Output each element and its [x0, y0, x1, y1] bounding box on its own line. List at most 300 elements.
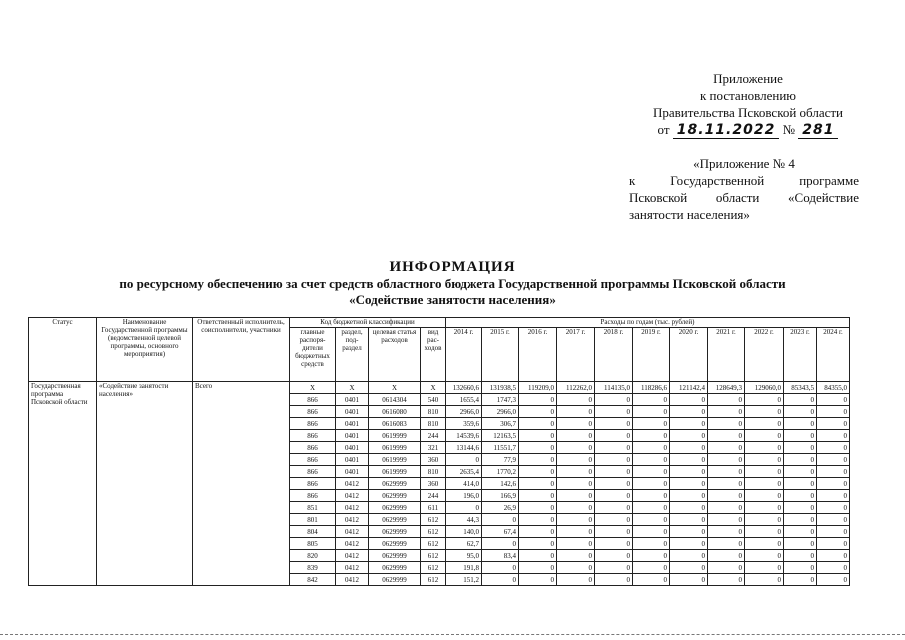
appendix-line-3: Правительства Псковской области — [652, 105, 844, 120]
amount-cell: 0 — [708, 538, 745, 550]
amount-cell: 0 — [817, 574, 850, 586]
amount-cell: 140,0 — [446, 526, 482, 538]
amount-cell: 0 — [745, 562, 784, 574]
amount-cell: 0 — [784, 538, 817, 550]
code-cell: 360 — [421, 454, 446, 466]
amount-cell: 119209,0 — [519, 382, 557, 394]
code-cell: 0401 — [336, 406, 369, 418]
amount-cell: 0 — [745, 430, 784, 442]
code-cell: 540 — [421, 394, 446, 406]
amount-cell: 0 — [745, 550, 784, 562]
amount-cell: 0 — [633, 490, 670, 502]
amount-cell: 118286,6 — [633, 382, 670, 394]
resolution-date: 18.11.2022 — [673, 122, 780, 139]
header-year: 2014 г. — [446, 328, 482, 382]
header-expenses: Расходы по годам (тыс. рублей) — [446, 318, 850, 328]
code-cell: 0619999 — [369, 454, 421, 466]
amount-cell: 0 — [817, 490, 850, 502]
code-cell: 0614304 — [369, 394, 421, 406]
header-year: 2021 г. — [708, 328, 745, 382]
code-cell: 0412 — [336, 562, 369, 574]
code-cell: 866 — [290, 478, 336, 490]
page-bottom-edge — [0, 634, 905, 635]
amount-cell: 0 — [784, 466, 817, 478]
amount-cell: 0 — [557, 406, 595, 418]
amount-cell: 0 — [784, 502, 817, 514]
amount-cell: 0 — [595, 538, 633, 550]
amount-cell: 0 — [595, 550, 633, 562]
amount-cell: 0 — [670, 430, 708, 442]
amount-cell: 0 — [817, 442, 850, 454]
amount-cell: 121142,4 — [670, 382, 708, 394]
code-cell: 0629999 — [369, 490, 421, 502]
amount-cell: 0 — [519, 418, 557, 430]
amount-cell: 0 — [784, 514, 817, 526]
resource-table — [28, 317, 850, 586]
number-label: № — [782, 122, 795, 137]
amount-cell: 0 — [784, 454, 817, 466]
amount-cell: 0 — [633, 466, 670, 478]
amount-cell: 0 — [784, 550, 817, 562]
amount-cell: 0 — [633, 502, 670, 514]
amount-cell: 0 — [708, 406, 745, 418]
amount-cell: 1770,2 — [482, 466, 519, 478]
code-cell: 0629999 — [369, 538, 421, 550]
amount-cell: 0 — [670, 562, 708, 574]
amount-cell: 0 — [633, 406, 670, 418]
amount-cell: 112262,0 — [557, 382, 595, 394]
from-label: от — [657, 122, 670, 137]
amount-cell: 0 — [519, 442, 557, 454]
amount-cell: 0 — [708, 478, 745, 490]
amount-cell: 0 — [633, 394, 670, 406]
code-cell: 0401 — [336, 442, 369, 454]
amount-cell: 0 — [670, 538, 708, 550]
amount-cell: 0 — [633, 526, 670, 538]
code-cell: 612 — [421, 538, 446, 550]
amount-cell: 1747,3 — [482, 394, 519, 406]
amount-cell: 0 — [670, 454, 708, 466]
title-line-2: по ресурсному обеспечению за счет средств областного бюджета Государственной программы Псковской области — [119, 276, 786, 291]
code-cell: 0401 — [336, 454, 369, 466]
amount-cell: 0 — [446, 454, 482, 466]
code-cell: 0401 — [336, 430, 369, 442]
amount-cell: 0 — [557, 538, 595, 550]
amount-cell: 84355,0 — [817, 382, 850, 394]
program-ref-line-1: «Приложение № 4 — [693, 156, 795, 171]
amount-cell: 0 — [446, 502, 482, 514]
amount-cell: 0 — [633, 538, 670, 550]
amount-cell: 0 — [519, 502, 557, 514]
amount-cell: 0 — [670, 574, 708, 586]
amount-cell: 0 — [519, 538, 557, 550]
amount-cell: 95,0 — [446, 550, 482, 562]
code-cell: 810 — [421, 466, 446, 478]
amount-cell: 129060,0 — [745, 382, 784, 394]
amount-cell: 166,9 — [482, 490, 519, 502]
code-cell: 0412 — [336, 574, 369, 586]
amount-cell: 151,2 — [446, 574, 482, 586]
program-ref-line-2: к Государственной программе — [629, 173, 859, 188]
amount-cell: 0 — [519, 478, 557, 490]
amount-cell: 0 — [784, 406, 817, 418]
amount-cell: 2966,0 — [446, 406, 482, 418]
amount-cell: 26,9 — [482, 502, 519, 514]
amount-cell: 0 — [557, 526, 595, 538]
code-cell: 851 — [290, 502, 336, 514]
code-cell: 801 — [290, 514, 336, 526]
header-budget-code: Код бюджетной классификации — [290, 318, 446, 328]
resolution-date-line — [628, 121, 868, 139]
amount-cell: 13144,6 — [446, 442, 482, 454]
code-cell: 804 — [290, 526, 336, 538]
amount-cell: 0 — [633, 454, 670, 466]
amount-cell: 0 — [817, 418, 850, 430]
code-cell: 0629999 — [369, 478, 421, 490]
amount-cell: 0 — [557, 430, 595, 442]
amount-cell: 0 — [817, 502, 850, 514]
amount-cell: 0 — [745, 574, 784, 586]
amount-cell: 0 — [708, 514, 745, 526]
amount-cell: 0 — [745, 406, 784, 418]
amount-cell: 62,7 — [446, 538, 482, 550]
amount-cell: 0 — [784, 526, 817, 538]
code-cell: 810 — [421, 406, 446, 418]
amount-cell: 0 — [784, 490, 817, 502]
code-cell: 0412 — [336, 538, 369, 550]
amount-cell: 0 — [519, 454, 557, 466]
amount-cell: 0 — [633, 562, 670, 574]
code-cell: 0616083 — [369, 418, 421, 430]
amount-cell: 0 — [708, 466, 745, 478]
amount-cell: 0 — [482, 514, 519, 526]
amount-cell: 0 — [745, 514, 784, 526]
amount-cell: 0 — [784, 418, 817, 430]
amount-cell: 2635,4 — [446, 466, 482, 478]
amount-cell: 67,4 — [482, 526, 519, 538]
amount-cell: 0 — [745, 478, 784, 490]
code-cell: X — [421, 382, 446, 394]
code-cell: 0629999 — [369, 514, 421, 526]
amount-cell: 0 — [519, 430, 557, 442]
amount-cell: 0 — [708, 430, 745, 442]
amount-cell: 0 — [670, 442, 708, 454]
header-executor: Ответственный исполнитель, соисполнители, участники — [193, 318, 290, 382]
code-cell: 0629999 — [369, 574, 421, 586]
header-kind: вид рас-ходов — [421, 328, 446, 382]
amount-cell: 0 — [519, 490, 557, 502]
amount-cell: 0 — [817, 394, 850, 406]
amount-cell: 0 — [595, 562, 633, 574]
amount-cell: 0 — [633, 442, 670, 454]
code-cell: 0412 — [336, 550, 369, 562]
code-cell: 0619999 — [369, 430, 421, 442]
code-cell: 360 — [421, 478, 446, 490]
amount-cell: 0 — [595, 466, 633, 478]
amount-cell: 196,0 — [446, 490, 482, 502]
code-cell: 820 — [290, 550, 336, 562]
amount-cell: 0 — [670, 550, 708, 562]
code-cell: 0412 — [336, 526, 369, 538]
title-heading: ИНФОРМАЦИЯ — [389, 259, 516, 275]
code-cell: 0619999 — [369, 466, 421, 478]
amount-cell: 0 — [519, 526, 557, 538]
amount-cell: 0 — [708, 442, 745, 454]
code-cell: 0629999 — [369, 550, 421, 562]
amount-cell: 0 — [519, 394, 557, 406]
status-cell: Государственная программа Псковской области — [29, 382, 97, 586]
amount-cell: 0 — [595, 406, 633, 418]
amount-cell: 0 — [557, 418, 595, 430]
code-cell: 612 — [421, 526, 446, 538]
amount-cell: 0 — [708, 490, 745, 502]
amount-cell: 0 — [817, 538, 850, 550]
amount-cell: 0 — [817, 526, 850, 538]
amount-cell: 0 — [708, 418, 745, 430]
header-status: Статус — [29, 318, 97, 382]
amount-cell: 0 — [670, 466, 708, 478]
amount-cell: 0 — [595, 502, 633, 514]
amount-cell: 0 — [595, 514, 633, 526]
header-year: 2015 г. — [482, 328, 519, 382]
program-ref-line-4: занятости населения» — [629, 207, 750, 222]
amount-cell: 0 — [557, 490, 595, 502]
header-section: раздел, под-раздел — [336, 328, 369, 382]
code-cell: 0619999 — [369, 442, 421, 454]
code-cell: X — [369, 382, 421, 394]
amount-cell: 0 — [595, 490, 633, 502]
header-grbs: главные распоря-дители бюджетных средств — [290, 328, 336, 382]
amount-cell: 0 — [784, 478, 817, 490]
amount-cell: 0 — [784, 430, 817, 442]
amount-cell: 2966,0 — [482, 406, 519, 418]
amount-cell: 191,8 — [446, 562, 482, 574]
amount-cell: 0 — [482, 562, 519, 574]
amount-cell: 0 — [817, 406, 850, 418]
amount-cell: 0 — [557, 478, 595, 490]
amount-cell: 0 — [670, 514, 708, 526]
amount-cell: 0 — [670, 502, 708, 514]
code-cell: 612 — [421, 574, 446, 586]
header-target: целевая статья расходов — [369, 328, 421, 382]
amount-cell: 0 — [817, 478, 850, 490]
amount-cell: 0 — [557, 466, 595, 478]
code-cell: 866 — [290, 442, 336, 454]
code-cell: 0616080 — [369, 406, 421, 418]
code-cell: 321 — [421, 442, 446, 454]
code-cell: 0401 — [336, 466, 369, 478]
amount-cell: 0 — [745, 526, 784, 538]
amount-cell: 0 — [745, 490, 784, 502]
code-cell: 0629999 — [369, 502, 421, 514]
amount-cell: 0 — [557, 514, 595, 526]
amount-cell: 0 — [595, 442, 633, 454]
code-cell: X — [290, 382, 336, 394]
amount-cell: 0 — [519, 514, 557, 526]
program-ref-line-3: Псковской области «Содействие — [629, 190, 859, 205]
code-cell: 0412 — [336, 514, 369, 526]
amount-cell: 0 — [670, 406, 708, 418]
table-body — [29, 318, 850, 586]
header-year: 2019 г. — [633, 328, 670, 382]
code-cell: 612 — [421, 562, 446, 574]
amount-cell: 0 — [784, 574, 817, 586]
code-cell: 866 — [290, 406, 336, 418]
code-cell: X — [336, 382, 369, 394]
amount-cell: 0 — [633, 478, 670, 490]
amount-cell: 0 — [595, 430, 633, 442]
amount-cell: 0 — [557, 442, 595, 454]
amount-cell: 128649,3 — [708, 382, 745, 394]
appendix-line-1: Приложение — [713, 71, 783, 86]
header-year: 2022 г. — [745, 328, 784, 382]
amount-cell: 0 — [519, 466, 557, 478]
code-cell: 866 — [290, 490, 336, 502]
code-cell: 866 — [290, 430, 336, 442]
amount-cell: 0 — [557, 550, 595, 562]
amount-cell: 0 — [519, 574, 557, 586]
amount-cell: 0 — [670, 526, 708, 538]
code-cell: 0629999 — [369, 562, 421, 574]
amount-cell: 0 — [482, 574, 519, 586]
amount-cell: 0 — [745, 454, 784, 466]
code-cell: 612 — [421, 550, 446, 562]
amount-cell: 0 — [595, 418, 633, 430]
amount-cell: 0 — [670, 394, 708, 406]
amount-cell: 0 — [633, 550, 670, 562]
amount-cell: 0 — [557, 562, 595, 574]
header-year: 2017 г. — [557, 328, 595, 382]
amount-cell: 0 — [784, 394, 817, 406]
amount-cell: 1655,4 — [446, 394, 482, 406]
amount-cell: 0 — [519, 406, 557, 418]
amount-cell: 44,3 — [446, 514, 482, 526]
appendix-block — [628, 70, 868, 139]
code-cell: 0401 — [336, 418, 369, 430]
amount-cell: 0 — [708, 562, 745, 574]
amount-cell: 0 — [557, 502, 595, 514]
amount-cell: 0 — [633, 418, 670, 430]
amount-cell: 14539,6 — [446, 430, 482, 442]
amount-cell: 0 — [817, 430, 850, 442]
header-year: 2024 г. — [817, 328, 850, 382]
amount-cell: 85343,5 — [784, 382, 817, 394]
amount-cell: 0 — [595, 394, 633, 406]
code-cell: 810 — [421, 418, 446, 430]
amount-cell: 0 — [745, 466, 784, 478]
amount-cell: 414,0 — [446, 478, 482, 490]
amount-cell: 0 — [817, 466, 850, 478]
amount-cell: 0 — [708, 502, 745, 514]
header-year: 2016 г. — [519, 328, 557, 382]
header-year: 2018 г. — [595, 328, 633, 382]
code-cell: 842 — [290, 574, 336, 586]
amount-cell: 11551,7 — [482, 442, 519, 454]
appendix-line-2: к постановлению — [699, 88, 797, 103]
code-cell: 0629999 — [369, 526, 421, 538]
amount-cell: 0 — [633, 514, 670, 526]
amount-cell: 0 — [745, 502, 784, 514]
amount-cell: 0 — [595, 574, 633, 586]
resolution-number: 281 — [798, 122, 838, 139]
amount-cell: 0 — [708, 526, 745, 538]
amount-cell: 142,6 — [482, 478, 519, 490]
amount-cell: 0 — [817, 454, 850, 466]
amount-cell: 0 — [519, 550, 557, 562]
amount-cell: 0 — [557, 454, 595, 466]
code-cell: 866 — [290, 394, 336, 406]
amount-cell: 114135,0 — [595, 382, 633, 394]
code-cell: 866 — [290, 454, 336, 466]
code-cell: 866 — [290, 418, 336, 430]
amount-cell: 0 — [745, 394, 784, 406]
amount-cell: 0 — [557, 574, 595, 586]
amount-cell: 306,7 — [482, 418, 519, 430]
amount-cell: 359,6 — [446, 418, 482, 430]
header-year: 2023 г. — [784, 328, 817, 382]
amount-cell: 0 — [595, 526, 633, 538]
amount-cell: 0 — [670, 418, 708, 430]
code-cell: 0412 — [336, 502, 369, 514]
header-name: Наименование Государственной программы (ведомственной целевой программы, основного мероприятия) — [97, 318, 193, 382]
code-cell: 244 — [421, 430, 446, 442]
amount-cell: 0 — [633, 574, 670, 586]
amount-cell: 0 — [708, 454, 745, 466]
code-cell: 0412 — [336, 490, 369, 502]
amount-cell: 0 — [784, 442, 817, 454]
amount-cell: 0 — [784, 562, 817, 574]
amount-cell: 83,4 — [482, 550, 519, 562]
amount-cell: 0 — [519, 562, 557, 574]
amount-cell: 77,9 — [482, 454, 519, 466]
amount-cell: 131938,5 — [482, 382, 519, 394]
amount-cell: 0 — [557, 394, 595, 406]
name-cell: «Содействие занятости населения» — [97, 382, 193, 586]
amount-cell: 0 — [595, 478, 633, 490]
program-reference — [629, 155, 859, 223]
amount-cell: 0 — [708, 394, 745, 406]
code-cell: 839 — [290, 562, 336, 574]
code-cell: 612 — [421, 514, 446, 526]
header-year: 2020 г. — [670, 328, 708, 382]
document-title — [0, 258, 905, 308]
amount-cell: 0 — [670, 478, 708, 490]
executor-cell: Всего — [193, 382, 290, 586]
amount-cell: 0 — [595, 454, 633, 466]
code-cell: 866 — [290, 466, 336, 478]
amount-cell: 0 — [745, 418, 784, 430]
code-cell: 611 — [421, 502, 446, 514]
amount-cell: 0 — [745, 538, 784, 550]
amount-cell: 0 — [817, 514, 850, 526]
amount-cell: 0 — [817, 562, 850, 574]
table-row — [29, 382, 850, 394]
amount-cell: 0 — [817, 550, 850, 562]
code-cell: 244 — [421, 490, 446, 502]
amount-cell: 0 — [745, 442, 784, 454]
code-cell: 805 — [290, 538, 336, 550]
amount-cell: 0 — [633, 430, 670, 442]
amount-cell: 0 — [708, 550, 745, 562]
amount-cell: 12163,5 — [482, 430, 519, 442]
code-cell: 0412 — [336, 478, 369, 490]
amount-cell: 0 — [708, 574, 745, 586]
code-cell: 0401 — [336, 394, 369, 406]
title-line-3: «Содействие занятости населения» — [349, 292, 556, 307]
amount-cell: 132660,6 — [446, 382, 482, 394]
amount-cell: 0 — [482, 538, 519, 550]
amount-cell: 0 — [670, 490, 708, 502]
